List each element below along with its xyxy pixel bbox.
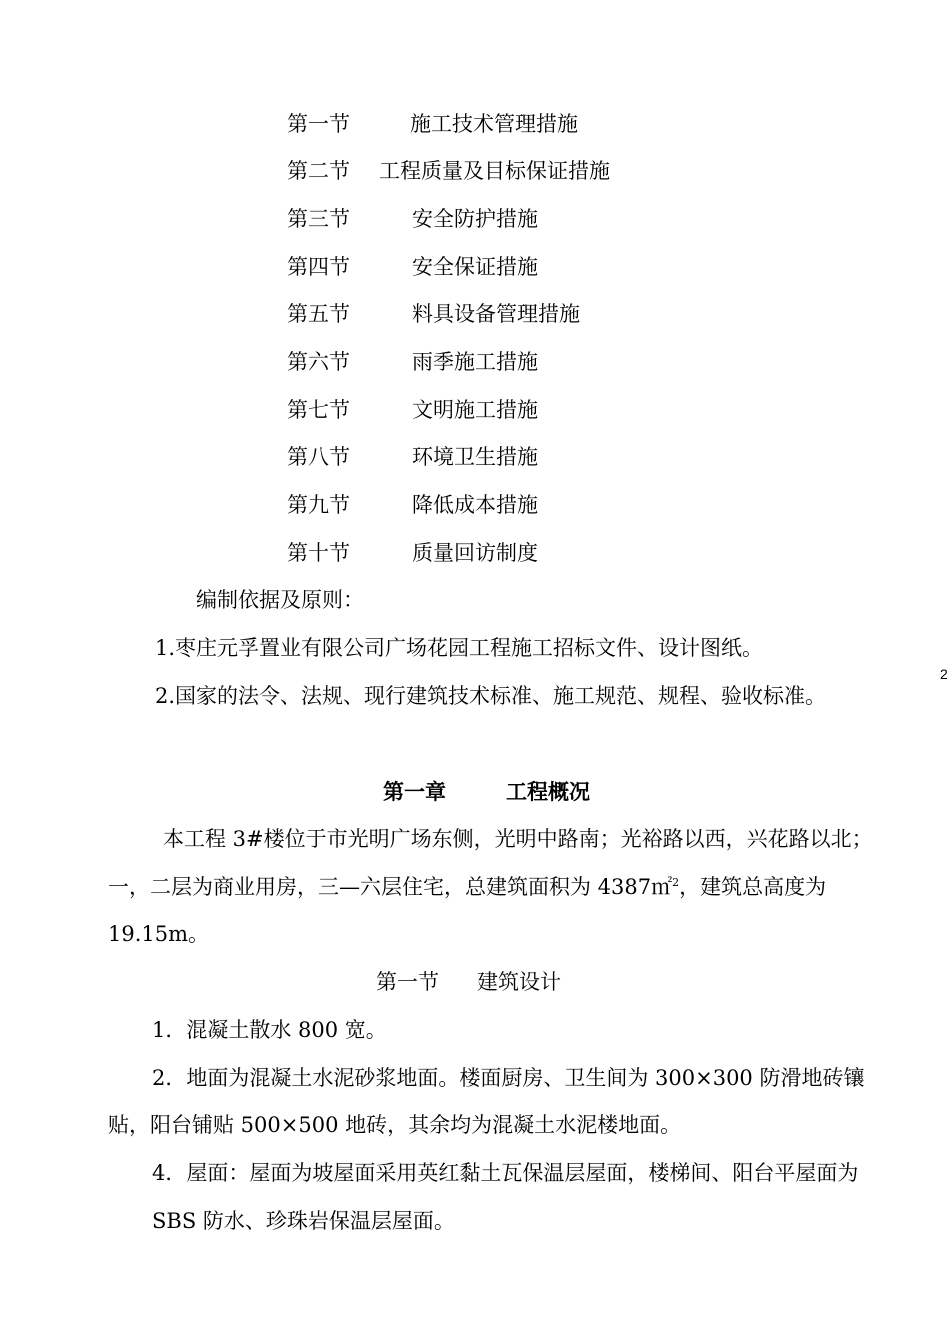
toc-item-title: 安全保证措施 — [412, 255, 538, 279]
toc-item-num: 第八节 — [287, 445, 350, 469]
toc-item-title: 料具设备管理措施 — [412, 302, 580, 326]
chapter-title: 工程概况 — [506, 779, 590, 804]
basis-item: 2.国家的法令、法规、现行建筑技术标准、施工规范、规程、验收标准。 — [155, 684, 827, 708]
toc-item-title: 安全防护措施 — [412, 207, 538, 231]
basis-item: 1.枣庄元孚置业有限公司广场花园工程施工招标文件、设计图纸。 — [155, 636, 764, 660]
list-item-continuation: SBS 防水、珍珠岩保温层屋面。 — [152, 1209, 455, 1233]
paragraph-line: 本工程 3#楼位于市光明广场东侧，光明中路南；光裕路以西，兴花路以北； — [163, 827, 873, 851]
page-number: 2 — [940, 666, 948, 682]
toc-item-title: 文明施工措施 — [412, 398, 538, 422]
superscript: 2 — [672, 876, 680, 889]
toc-item-num: 第三节 — [287, 207, 350, 231]
toc-item-num: 第六节 — [287, 350, 350, 374]
basis-heading: 编制依据及原则： — [196, 588, 364, 612]
toc-item-title: 工程质量及目标保证措施 — [379, 159, 610, 183]
paragraph-text: ，建筑总高度为 — [679, 875, 827, 899]
toc-item-num: 第二节 — [287, 159, 350, 183]
paragraph-line — [108, 877, 826, 898]
toc-item-title: 降低成本措施 — [412, 493, 538, 517]
toc-item-num: 第一节 — [287, 112, 350, 136]
toc-item-num: 第五节 — [287, 302, 350, 326]
paragraph-text: 一，二层为商业用房，三—六层住宅，总建筑面积为 4387㎡ — [108, 875, 673, 899]
list-item: 1．混凝土散水 800 宽。 — [152, 1018, 387, 1042]
toc-item-title: 质量回访制度 — [412, 541, 538, 565]
list-item: 4．屋面：屋面为坡屋面采用英红黏土瓦保温层屋面，楼梯间、阳台平屋面为 — [152, 1161, 859, 1185]
toc-item-num: 第九节 — [287, 493, 350, 517]
list-item-continuation: 贴，阳台铺贴 500×500 地砖，其余均为混凝土水泥楼地面。 — [108, 1113, 682, 1137]
paragraph-line: 19.15m。 — [108, 922, 210, 946]
toc-item-title: 施工技术管理措施 — [410, 112, 578, 136]
chapter-number: 第一章 — [383, 779, 446, 804]
section-number: 第一节 — [376, 970, 439, 994]
toc-item-title: 环境卫生措施 — [412, 445, 538, 469]
section-title: 建筑设计 — [477, 970, 561, 994]
toc-item-title: 雨季施工措施 — [412, 350, 538, 374]
toc-item-num: 第四节 — [287, 255, 350, 279]
list-item: 2．地面为混凝土水泥砂浆地面。楼面厨房、卫生间为 300×300 防滑地砖镶 — [152, 1066, 865, 1090]
toc-item-num: 第十节 — [287, 541, 350, 565]
toc-item-num: 第七节 — [287, 398, 350, 422]
